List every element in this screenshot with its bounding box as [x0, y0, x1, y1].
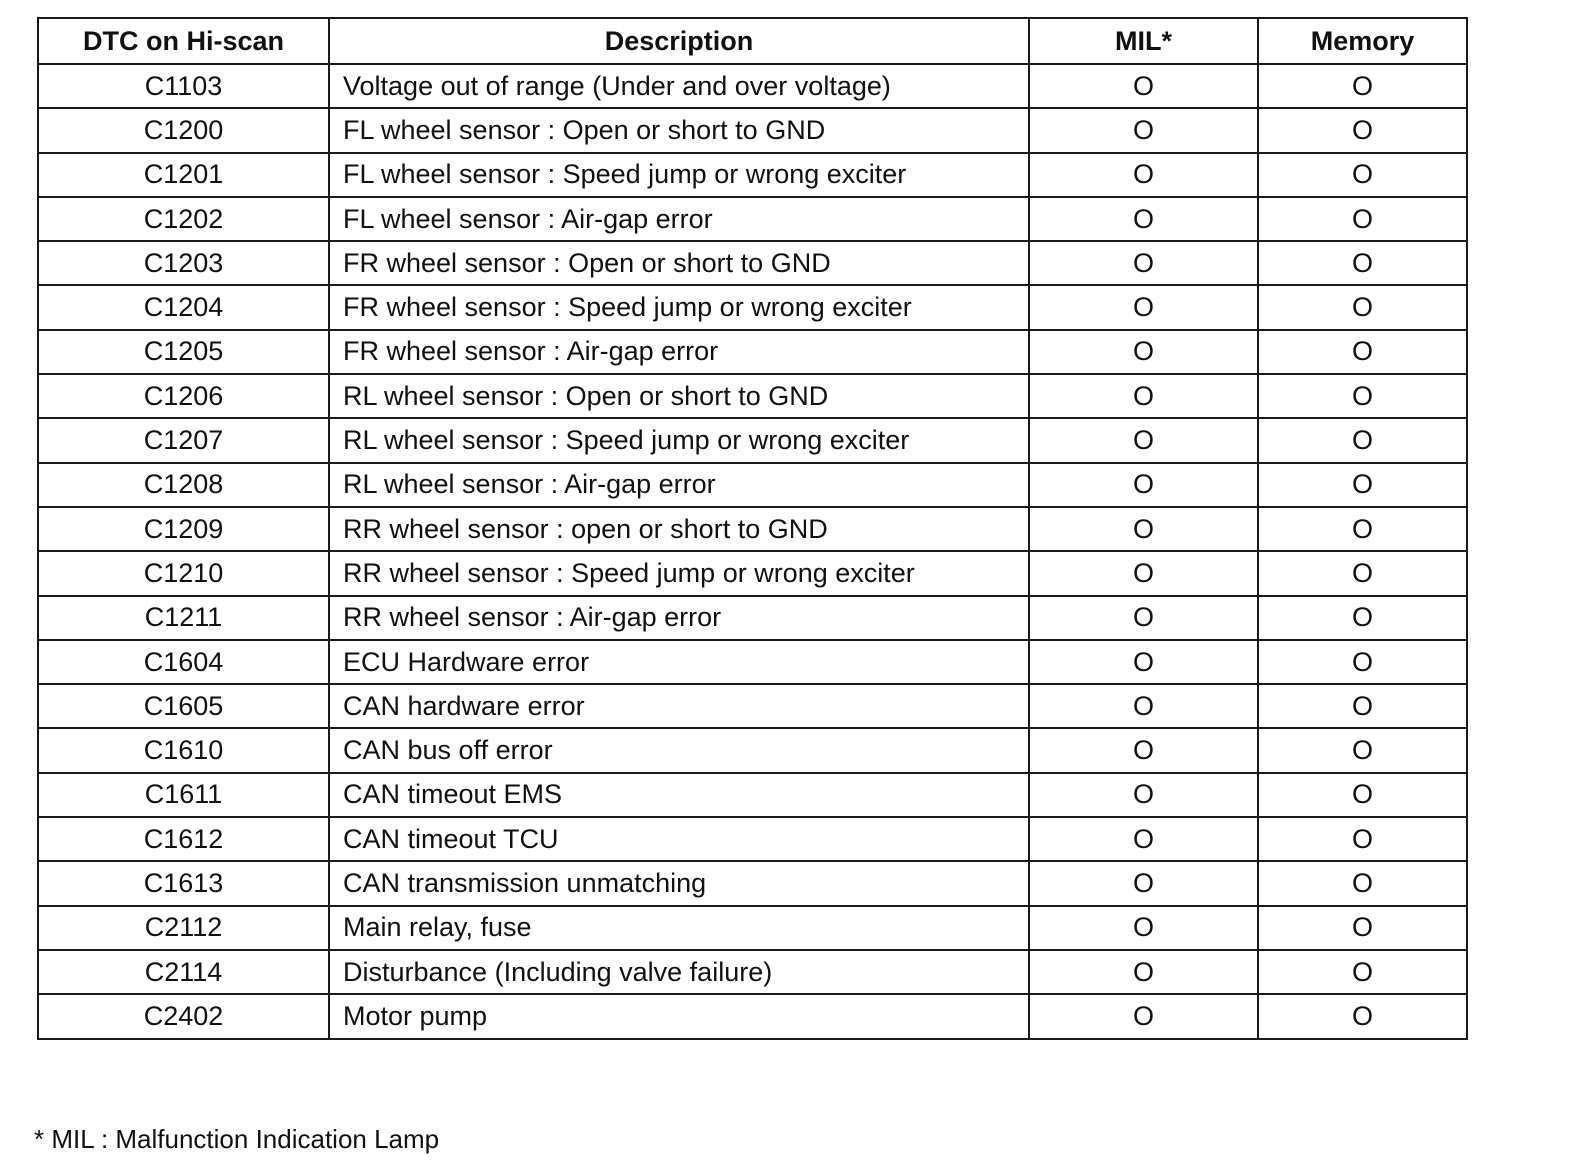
table-row: [38, 596, 1467, 640]
mil-cell: O: [1029, 330, 1258, 374]
memory-cell: O: [1258, 108, 1467, 152]
description-cell: CAN timeout TCU: [329, 817, 1029, 861]
table-row: [38, 950, 1467, 994]
table-header: [38, 18, 1467, 64]
table-row: [38, 64, 1467, 108]
dtc-code-cell: C1211: [38, 596, 329, 640]
mil-cell: O: [1029, 197, 1258, 241]
mil-cell: O: [1029, 241, 1258, 285]
description-cell: Main relay, fuse: [329, 906, 1029, 950]
table-row: [38, 463, 1467, 507]
description-cell: FR wheel sensor : Air-gap error: [329, 330, 1029, 374]
table-row: [38, 817, 1467, 861]
footnote-mil: * MIL : Malfunction Indication Lamp: [34, 1124, 440, 1154]
memory-cell: O: [1258, 596, 1467, 640]
memory-cell: O: [1258, 950, 1467, 994]
table-body: [38, 64, 1467, 1039]
mil-cell: O: [1029, 817, 1258, 861]
dtc-code-cell: C2112: [38, 906, 329, 950]
header-description: Description: [329, 18, 1029, 64]
memory-cell: O: [1258, 153, 1467, 197]
table-row: [38, 728, 1467, 772]
mil-cell: O: [1029, 507, 1258, 551]
mil-cell: O: [1029, 861, 1258, 905]
mil-cell: O: [1029, 64, 1258, 108]
table-row: [38, 861, 1467, 905]
memory-cell: O: [1258, 285, 1467, 329]
dtc-code-cell: C1200: [38, 108, 329, 152]
memory-cell: O: [1258, 684, 1467, 728]
dtc-code-cell: C1103: [38, 64, 329, 108]
table-row: [38, 374, 1467, 418]
mil-cell: O: [1029, 285, 1258, 329]
memory-cell: O: [1258, 728, 1467, 772]
table-row: [38, 773, 1467, 817]
description-cell: RL wheel sensor : Speed jump or wrong exciter: [329, 418, 1029, 462]
memory-cell: O: [1258, 640, 1467, 684]
memory-cell: O: [1258, 374, 1467, 418]
memory-cell: O: [1258, 418, 1467, 462]
mil-cell: O: [1029, 596, 1258, 640]
dtc-code-cell: C2402: [38, 994, 329, 1038]
mil-cell: O: [1029, 108, 1258, 152]
dtc-code-cell: C1210: [38, 551, 329, 595]
table-row: [38, 994, 1467, 1038]
description-cell: CAN transmission unmatching: [329, 861, 1029, 905]
header-row: [38, 18, 1467, 64]
table-row: [38, 330, 1467, 374]
dtc-code-cell: C1604: [38, 640, 329, 684]
dtc-code-cell: C1610: [38, 728, 329, 772]
dtc-code-cell: C1202: [38, 197, 329, 241]
memory-cell: O: [1258, 861, 1467, 905]
description-cell: RR wheel sensor : Speed jump or wrong exciter: [329, 551, 1029, 595]
description-cell: FL wheel sensor : Open or short to GND: [329, 108, 1029, 152]
dtc-code-cell: C1207: [38, 418, 329, 462]
memory-cell: O: [1258, 551, 1467, 595]
description-cell: CAN bus off error: [329, 728, 1029, 772]
description-cell: FR wheel sensor : Open or short to GND: [329, 241, 1029, 285]
memory-cell: O: [1258, 241, 1467, 285]
memory-cell: O: [1258, 330, 1467, 374]
mil-cell: O: [1029, 994, 1258, 1038]
dtc-code-cell: C2114: [38, 950, 329, 994]
dtc-code-cell: C1612: [38, 817, 329, 861]
dtc-code-cell: C1208: [38, 463, 329, 507]
memory-cell: O: [1258, 906, 1467, 950]
memory-cell: O: [1258, 773, 1467, 817]
table-row: [38, 507, 1467, 551]
mil-cell: O: [1029, 463, 1258, 507]
dtc-table: [37, 17, 1468, 1040]
dtc-code-cell: C1201: [38, 153, 329, 197]
table-row: [38, 418, 1467, 462]
dtc-code-cell: C1611: [38, 773, 329, 817]
dtc-code-cell: C1209: [38, 507, 329, 551]
memory-cell: O: [1258, 463, 1467, 507]
memory-cell: O: [1258, 197, 1467, 241]
dtc-code-cell: C1203: [38, 241, 329, 285]
table-row: [38, 197, 1467, 241]
dtc-code-cell: C1613: [38, 861, 329, 905]
description-cell: RR wheel sensor : Air-gap error: [329, 596, 1029, 640]
memory-cell: O: [1258, 994, 1467, 1038]
table-row: [38, 684, 1467, 728]
dtc-code-cell: C1204: [38, 285, 329, 329]
description-cell: FL wheel sensor : Speed jump or wrong exciter: [329, 153, 1029, 197]
mil-cell: O: [1029, 153, 1258, 197]
table-row: [38, 285, 1467, 329]
description-cell: FR wheel sensor : Speed jump or wrong exciter: [329, 285, 1029, 329]
table-row: [38, 640, 1467, 684]
mil-cell: O: [1029, 950, 1258, 994]
mil-cell: O: [1029, 684, 1258, 728]
header-mil: MIL*: [1029, 18, 1258, 64]
header-dtc-code: DTC on Hi-scan: [38, 18, 329, 64]
mil-cell: O: [1029, 374, 1258, 418]
description-cell: Motor pump: [329, 994, 1029, 1038]
table-row: [38, 153, 1467, 197]
description-cell: Disturbance (Including valve failure): [329, 950, 1029, 994]
table-row: [38, 551, 1467, 595]
mil-cell: O: [1029, 906, 1258, 950]
mil-cell: O: [1029, 728, 1258, 772]
dtc-code-cell: C1205: [38, 330, 329, 374]
memory-cell: O: [1258, 817, 1467, 861]
mil-cell: O: [1029, 551, 1258, 595]
table-row: [38, 108, 1467, 152]
table-row: [38, 906, 1467, 950]
memory-cell: O: [1258, 64, 1467, 108]
description-cell: RR wheel sensor : open or short to GND: [329, 507, 1029, 551]
mil-cell: O: [1029, 640, 1258, 684]
description-cell: RL wheel sensor : Air-gap error: [329, 463, 1029, 507]
dtc-code-cell: C1605: [38, 684, 329, 728]
description-cell: ECU Hardware error: [329, 640, 1029, 684]
mil-cell: O: [1029, 418, 1258, 462]
description-cell: CAN timeout EMS: [329, 773, 1029, 817]
mil-cell: O: [1029, 773, 1258, 817]
description-cell: CAN hardware error: [329, 684, 1029, 728]
description-cell: RL wheel sensor : Open or short to GND: [329, 374, 1029, 418]
description-cell: Voltage out of range (Under and over voltage): [329, 64, 1029, 108]
description-cell: FL wheel sensor : Air-gap error: [329, 197, 1029, 241]
table-row: [38, 241, 1467, 285]
memory-cell: O: [1258, 507, 1467, 551]
dtc-code-cell: C1206: [38, 374, 329, 418]
header-memory: Memory: [1258, 18, 1467, 64]
